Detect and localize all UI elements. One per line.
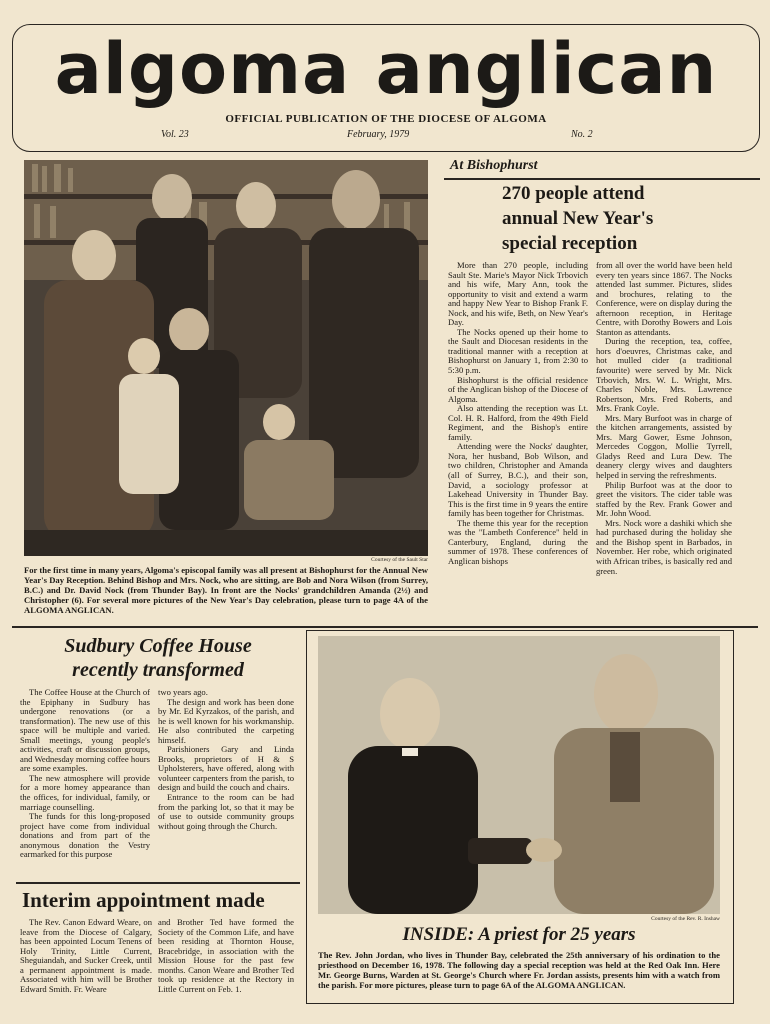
family-photo-credit: Courtesy of the Sault Star <box>371 557 428 563</box>
coffee-paragraph: The design and work has been done by Mr. Ed Kyrzakos, of the parish, and he is well known for his workmanship. He also contributed the carpeting himself. <box>158 696 294 745</box>
lead-paragraph: The theme this year for the reception was the "Lambeth Conference" held in Canterbury, England, during the summer of 1978. These conferences of Anglican bishops <box>448 517 588 566</box>
inside-headline: INSIDE: A priest for 25 years <box>402 924 636 945</box>
masthead-number: No. 2 <box>571 129 593 140</box>
lead-paragraph: Also attending the reception was Lt. Col. H. R. Halford, from the 49th Field Regiment, and the Bishop's entire family. <box>448 403 588 442</box>
lead-headline-line1: 270 people attend <box>502 183 645 204</box>
interim-column-2 <box>158 918 294 994</box>
coffee-column-2 <box>158 688 294 831</box>
coffee-paragraph: The funds for this long-proposed project have come from individual donations and from part of the anonymous donation the Vestry earmarked for this purpose <box>20 811 150 860</box>
interim-column-1 <box>20 918 152 994</box>
section-label-bishophurst: At Bishophurst <box>450 158 538 173</box>
family-photo-graphic <box>24 160 428 556</box>
interim-headline: Interim appointment made <box>22 888 265 912</box>
coffee-paragraph: Entrance to the room can be had from the parking lot, so that it may be of use to outside community groups without going through the Church. <box>158 792 294 831</box>
coffee-headline-line1: Sudbury Coffee House <box>64 635 252 657</box>
interim-paragraph: The Rev. Canon Edward Weare, on leave from the Diocese of Calgary, has been appointed Locum Tenens of Holy Trinity, Little Current, Sheguiandah, and Sucker Creek, until a permanent appointment is made. Associated with him will be Brother Edward Smith. Fr. Weare <box>20 917 152 994</box>
lead-paragraph: Bishophurst is the official residence of the Anglican bishop of the Diocese of Algoma. <box>448 374 588 404</box>
masthead <box>12 24 760 152</box>
lead-paragraph: from all over the world have been held every ten years since 1867. The Nocks attended last summer. Pictures, slides and brochures, relating to the Conference, were on display during the afternoon reception, in Heritage Centre, with Dorothy Bowers and Lois Stanton as attendants. <box>596 260 732 337</box>
priest-photo <box>318 636 720 914</box>
masthead-subtitle: OFFICIAL PUBLICATION OF THE DIOCESE OF ALGOMA <box>225 113 547 125</box>
lead-paragraph: During the reception, tea, coffee, hors d'oeuvres, Christmas cake, and hot mulled cider (a traditional favourite) were served by Mr. Nick Trbovich, Mrs. W. L. Wright, Mrs. Charles Noble, Mrs. Lawrence Robertson, Mrs. Fred Roberts, and Mrs. Frank Coyle. <box>596 336 732 414</box>
lead-paragraph: Mrs. Nock wore a dashiki which she had purchased during the holiday she and the Bishop spent in Barbados, in November. Her robe, which originated with African tribes, is basically red and green. <box>596 517 732 576</box>
lead-paragraph: Philip Burfoot was at the door to greet the visitors. The cider table was staffed by the Rev. Frank Gower and Mr. John Wood. <box>596 479 732 519</box>
lead-paragraph: More than 270 people, including Sault Ste. Marie's Mayor Nick Trbovich and his wife, Mary Ann, took the opportunity to visit and extend a warm and happy New Year to Bishop Frank F. Nock, and his wife, Beth, on New Year's Day. <box>448 260 588 328</box>
coffee-rule <box>16 882 300 884</box>
coffee-paragraph: Parishioners Gary and Linda Brooks, proprietors of H & S Upholsterers, have offered, along with volunteer carpenters from the parish, to design and build the couch and chairs. <box>158 744 294 793</box>
priest-photo-graphic <box>318 636 720 914</box>
coffee-headline-line2: recently transformed <box>72 659 244 681</box>
lead-headline-line2: annual New Year's <box>502 208 654 229</box>
lead-paragraph: Attending were the Nocks' daughter, Nora, her husband, Bob Wilson, and two children, Christopher and Amanda (all of Surrey, B.C.), and their son, David, a sociology professor at Lakehead University in Thunder Bay. This is the first time in 9 years the entire family has been together for Christmas. <box>448 441 588 519</box>
lead-headline-line3: special reception <box>502 233 638 254</box>
lead-paragraph: Mrs. Mary Burfoot was in charge of the kitchen arrangements, assisted by Mrs. Marg Gower, Esme Johnson, Mercedes Coggon, Mollie Tyrrell, Gladys Reed and Lura Dew. The deanery clergy wives and daughters helped in serving the refreshments. <box>596 412 732 481</box>
masthead-title: algoma anglican <box>54 28 718 110</box>
coffee-paragraph: two years ago. <box>158 687 208 697</box>
family-photo-caption: For the first time in many years, Algoma's episcopal family was all present at Bishophurst for the Annual New Year's Day Reception. Behind Bishop and Mrs. Nock, who are sitting, are Bob and Nora Wilson (from Surrey, B.C.) and Dr. David Nock (from Thunder Bay). In front are the Nocks' grandchildren Amanda (2½) and Christopher (6). For several more pictures of the New Year's Day celebration, please turn to page 4A of the ALGOMA ANGLICAN. <box>24 565 428 615</box>
coffee-paragraph: The Coffee House at the Church of the Epiphany in Sudbury has undergone renovations (or a transformation). The new use of this space will be multiple and varied. Small meetings, young people's activities, craft or discussion groups, and Wednesday morning coffee hours are some examples. <box>20 687 150 774</box>
priest-photo-credit: Courtesy of the Rev. R. Inshaw <box>651 916 720 922</box>
lead-paragraph: The Nocks opened up their home to the Sault and Diocesan residents in the traditional manner with a reception at Bishophurst on January 1, from 2:30 to 5:30 p.m. <box>448 326 588 376</box>
family-photo <box>24 160 428 556</box>
interim-paragraph: and Brother Ted have formed the Society of the Common Life, and have been residing at Thornton House, Bracebridge, in association with the Mission House for the past few months. Canon Weare and Brother Ted took up residence at the Rectory in Little Current on Feb. 1. <box>158 917 294 994</box>
page-divider <box>12 626 758 628</box>
coffee-paragraph: The new atmosphere will provide for a more homey appearance than the offices, for individual, family, or marriage counselling. <box>20 772 150 812</box>
lead-column-1 <box>448 261 588 567</box>
section-rule <box>444 178 760 180</box>
coffee-column-1 <box>20 688 150 860</box>
lead-column-2 <box>596 261 732 576</box>
priest-photo-caption: The Rev. John Jordan, who lives in Thunder Bay, celebrated the 25th anniversary of his ordination to the priesthood on December 16, 1978. The following day a special reception was held at the Red Oak Inn. Here Mr. George Burns, Warden at St. George's Church where Fr. Jordan assists, presents him with a watch from the parish. For more pictures, please turn to page 6A of the ALGOMA ANGLICAN. <box>318 950 720 990</box>
masthead-volume: Vol. 23 <box>161 129 189 140</box>
masthead-date: February, 1979 <box>347 129 410 140</box>
